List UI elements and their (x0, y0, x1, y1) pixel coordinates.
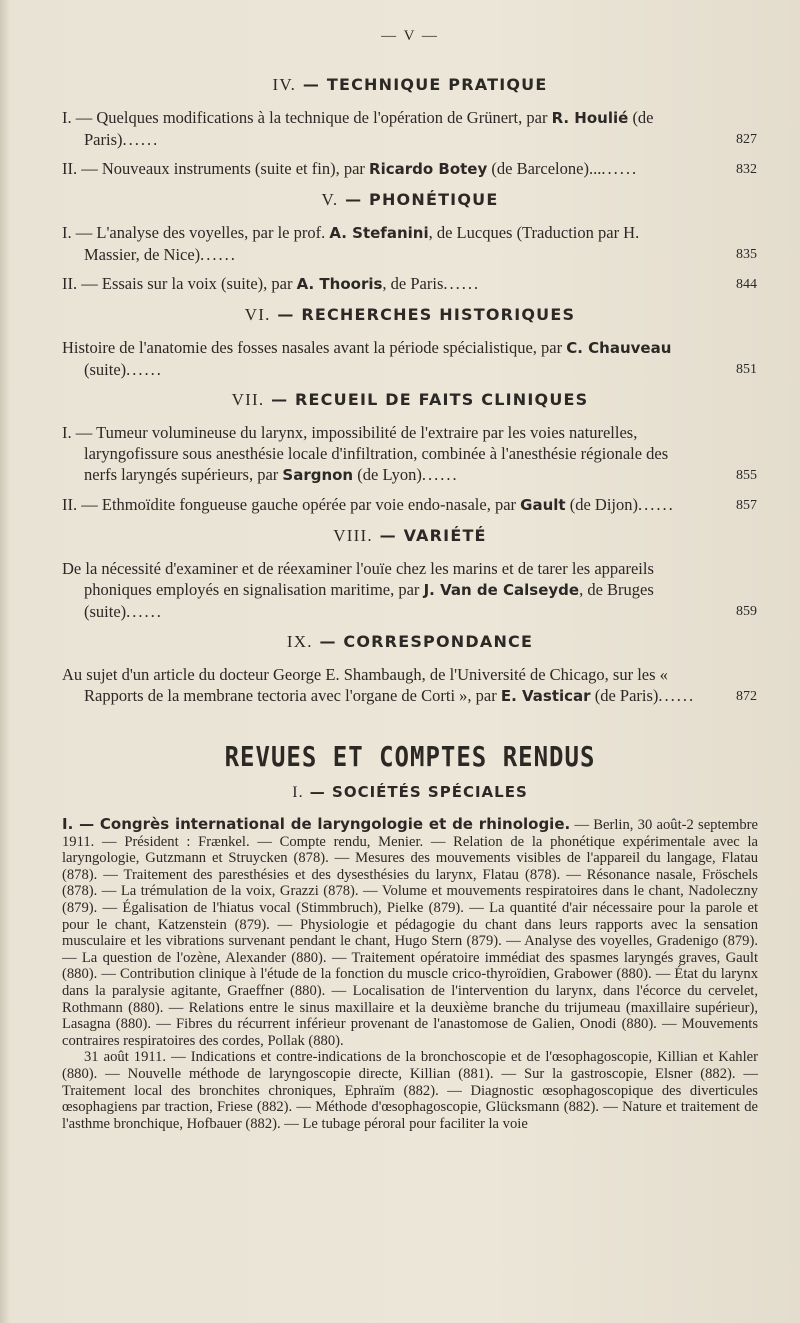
entry-author: A. Stefanini (329, 224, 429, 242)
toc-entry: I. — Quelques modifications à la technique de l'opération de Grünert, par R. Houlié (de Paris)...... 827 (62, 108, 757, 149)
entry-text: I. — Tumeur volumineuse du larynx, impossibilité de l'extraire par les voies naturelles, laryngofissure sous anesthésie locale d'infiltration, combinée à l'anesthésie régionale des nerfs laryngés supérieurs, par (62, 423, 669, 484)
section-title (62, 390, 758, 410)
entry-text: I. — Quelques modifications à la technique de l'opération de Grünert, par (62, 108, 552, 127)
section-number: IV. (272, 75, 297, 94)
entry-author: Gault (520, 496, 566, 514)
section-number: VIII. (333, 526, 373, 545)
leader-dots: ...... (658, 686, 696, 705)
entry-author: J. Van de Calseyde (423, 581, 580, 599)
entry-text: , de Lucques (Traduction par H. Massier, de Nice) (84, 223, 640, 264)
entry-text: (de Lyon) (353, 465, 422, 484)
entry-text: I. — L'analyse des voyelles, par le prof. (62, 223, 330, 242)
leader-dots: ...... (200, 245, 237, 264)
toc-entry: Au sujet d'un article du docteur George E. Shambaugh, de l'Université de Chicago, sur les « Rapports de la membrane tectoria avec l'organe de Corti », par E. Vasticar (de Paris)...... 872 (62, 665, 757, 705)
section-title-text: — PHONÉTIQUE (345, 190, 499, 209)
leader-dots: ...... (421, 465, 459, 484)
section-title-text: — VARIÉTÉ (379, 526, 487, 545)
page-folio: — V — (381, 28, 439, 44)
section-title (62, 526, 758, 546)
entry-text: II. — Essais sur la voix (suite), par (62, 274, 297, 293)
entry-text: (de Paris) (84, 108, 654, 149)
section-number: V. (321, 190, 339, 209)
paragraph-body: — Berlin, 30 août-2 septembre 1911. — Président : Frænkel. — Compte rendu, Menier. — Relation de la phonétique expérimentale avec la laryngologie, Gutzmann et Struycken (878). — Mesures des mouvements visibles de l'appareil du langage, Flatau (878). — Traitement des paresthésies et des dysesthésies du larynx, Flatau (878). — Résonance nasale, Fröschels (878). — La trémulation de la voix, Grazzi (878). — Volume et mouvements respiratoires dans le chant, Nadoleczny (879). — Égalisation de l'hiatus vocal (Stimmbruch), Pielke (879). — La quantité d'air nécessaire pour la parole et pour le chant, Katzenstein (879). — Physiologie et pédagogie du chant dans leurs rapports avec la sensation musculaire et les vibrations survenant pendant le chant, Hugo Stern (879). — Analyse des voyelles, Gradenigo (879). — La question de l'ozène, Alexander (880). — Traitement opératoire immédiat des spasmes laryngés graves, Gault (880). — Contribution clinique à l'étude de la fonction du muscle crico-thyroïdien, Grabower (880). — État du larynx dans la paralysie agitante, Graeffner (880). — Localisation de l'intervention du larynx, dans l'écorce du cervelet, Rothmann (880). — Relations entre le sinus maxillaire et la deuxième branche du trijumeau (maxillaire supérieur), Lasagna (880). — Fibres du récurrent inférieur provenant de l'anastomose de Galien, Onodi (880). — Mouvements contraires respiratoires des cordes, Pollak (880). (62, 817, 758, 1049)
table-of-contents (62, 75, 758, 707)
entry-text: De la nécessité d'examiner et de réexaminer l'ouïe chez les marins et de tarer les appareils phoniques employés en signalisation maritime, par (62, 559, 654, 599)
leader-dots: ...... (122, 130, 160, 149)
entry-text: II. — Ethmoïdite fongueuse gauche opérée par voie endo-nasale, par (62, 495, 521, 514)
toc-entry: Histoire de l'anatomie des fosses nasales avant la période spécialistique, par C. Chauveau (suite)...... 851 (62, 338, 757, 379)
toc-entry: II. — Ethmoïdite fongueuse gauche opérée par voie endo-nasale, par Gault (de Dijon)...... 857 (62, 495, 757, 514)
section-number: VII. (231, 390, 265, 409)
entry-text: (de Barcelone)... (487, 159, 602, 178)
entry-author: Ricardo Botey (369, 160, 488, 178)
leader-dots: ...... (443, 274, 481, 293)
entry-text: II. — Nouveaux instruments (suite et fin), par (62, 159, 370, 178)
entry-text: (de Paris) (590, 686, 659, 705)
revues-paragraph (62, 816, 758, 1049)
section-title-text: — RECHERCHES HISTORIQUES (277, 305, 576, 324)
entry-text: , de Paris (382, 274, 444, 293)
section-title (62, 190, 758, 210)
section-title (62, 632, 758, 652)
leader-dots: ...... (126, 360, 163, 379)
paragraph-lead: I. — Congrès international de laryngologie et de rhinologie. (62, 815, 571, 833)
entry-text: (de Dijon) (565, 495, 638, 514)
entry-author: R. Houlié (551, 109, 629, 127)
section-title-text: — CORRESPONDANCE (319, 632, 534, 651)
entry-author: C. Chauveau (566, 339, 672, 357)
revues-paragraph-2: 31 août 1911. — Indications et contre-indications de la bronchoscopie et de l'œsophagoscopie, Killian et Kahler (880). — Nouvelle méthode de laryngoscopie directe, Killian (881). — Sur la gastroscopie, Elsner (882). — Traitement local des bronchites chroniques, Ephraïm (882). — Diagnostic œsophagoscopique des diverticules œsophagiens par traction, Friese (882). — Méthode d'œsophagoscopie, Glücksmann (882). — Nature et traitement de l'asthme bronchique, Hofbauer (882). — Le tubage péroral pour faciliter la voie (62, 1049, 758, 1132)
section-title-text: — RECUEIL DE FAITS CLINIQUES (271, 390, 589, 409)
section-number: IX. (286, 632, 313, 651)
leader-dots: ...... (126, 602, 163, 621)
toc-entry: I. — Tumeur volumineuse du larynx, impossibilité de l'extraire par les voies naturelles, laryngofissure sous anesthésie locale d'infiltration, combinée à l'anesthésie régionale des nerfs laryngés supérieurs, par Sargnon (de Lyon)...... 855 (62, 423, 757, 484)
entry-text: (suite) (84, 360, 127, 379)
entry-author: E. Vasticar (500, 687, 591, 705)
leader-dots: ...... (638, 495, 675, 514)
entry-text: Au sujet d'un article du docteur George E. Shambaugh, de l'Université de Chicago, sur les « Rapports de la membrane tectoria avec l'organe de Corti », par (62, 665, 668, 705)
entry-author: Sargnon (282, 466, 354, 484)
toc-entry: II. — Essais sur la voix (suite), par A. Thooris, de Paris...... 844 (62, 274, 757, 293)
revues-subtitle-num: I. (292, 784, 304, 801)
revues-title: REVUES ET COMPTES RENDUS (224, 740, 596, 774)
section-title (62, 305, 758, 325)
revues-subtitle-text: — SOCIÉTÉS SPÉCIALES (309, 783, 528, 801)
revues-subtitle (62, 783, 758, 802)
toc-entry: I. — L'analyse des voyelles, par le prof. A. Stefanini, de Lucques (Traduction par H. Massier, de Nice)...... 835 (62, 223, 757, 264)
entry-text: Histoire de l'anatomie des fosses nasales avant la période spécialistique, par (62, 338, 567, 357)
leader-dots: ...... (601, 159, 639, 178)
toc-entry: De la nécessité d'examiner et de réexaminer l'ouïe chez les marins et de tarer les appareils phoniques employés en signalisation maritime, par J. Van de Calseyde, de Bruges (suite)...... 859 (62, 559, 757, 621)
toc-entry: II. — Nouveaux instruments (suite et fin), par Ricardo Botey (de Barcelone)......... 832 (62, 159, 757, 178)
section-title (62, 75, 758, 95)
section-number: VI. (244, 305, 271, 324)
section-title-text: — TECHNIQUE PRATIQUE (302, 75, 548, 94)
entry-text: , de Bruges (suite) (84, 580, 654, 621)
entry-author: A. Thooris (296, 275, 383, 293)
